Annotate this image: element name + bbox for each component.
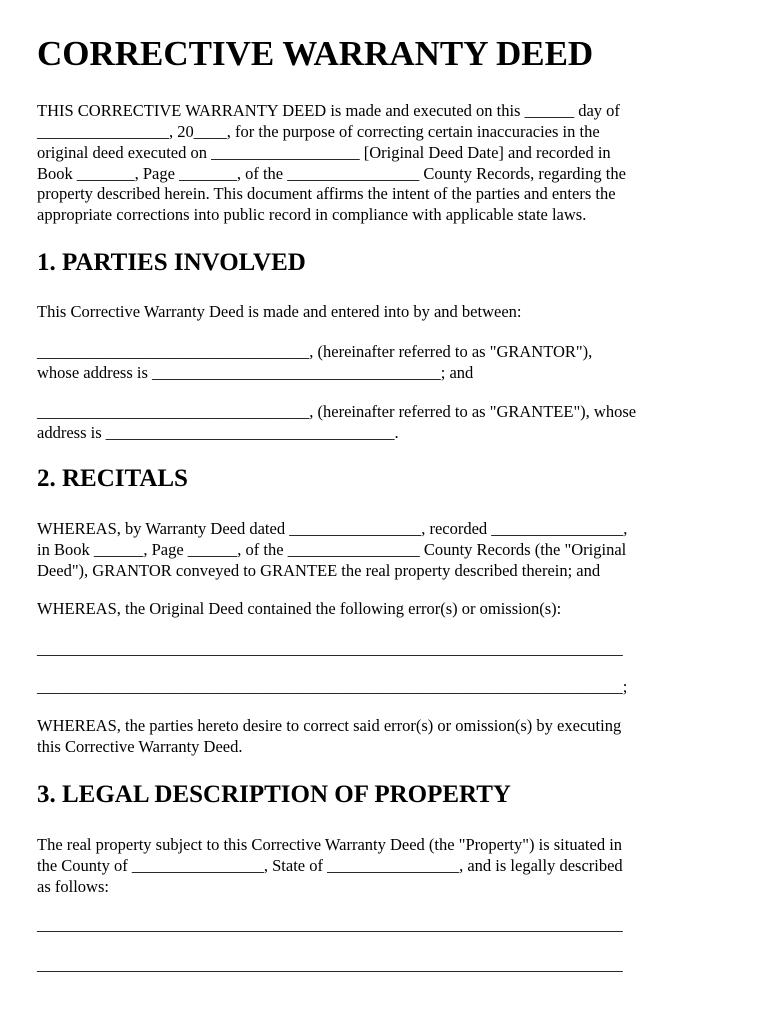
legal-line: The real property subject to this Corrective Warranty Deed (the "Property") is situated in — [37, 835, 623, 854]
intro-line: THIS CORRECTIVE WARRANTY DEED is made and executed on this ______ day of — [37, 101, 620, 120]
errors-blank-line: _______________________________________________________________________; — [37, 677, 628, 696]
recital-line: Deed"), GRANTOR conveyed to GRANTEE the real property described therein; and — [37, 561, 601, 580]
intro-line: ________________, 20____, for the purpose of correcting certain inaccuracies in the — [37, 122, 600, 141]
grantee-line: address is ___________________________________. — [37, 423, 399, 442]
errors-blank-line: _______________________________________________________________________ — [37, 639, 623, 658]
grantee-line: _________________________________, (hereinafter referred to as "GRANTEE"), whose — [37, 402, 637, 421]
recital-line: in Book ______, Page ______, of the ________________ County Records (the "Original — [37, 540, 627, 559]
grantor-line: whose address is ___________________________________; and — [37, 363, 474, 382]
grantor-line: _________________________________, (hereinafter referred to as "GRANTOR"), — [37, 342, 593, 361]
recital-line: this Corrective Warranty Deed. — [37, 737, 243, 756]
intro-line: original deed executed on __________________ [Original Deed Date] and recorded in — [37, 143, 611, 162]
legal-description-blank-line: _______________________________________________________________________ — [37, 915, 623, 934]
document-title: CORRECTIVE WARRANTY DEED — [37, 34, 594, 73]
section-heading-recitals: 2. RECITALS — [37, 465, 188, 492]
intro-line: appropriate corrections into public record in compliance with applicable state laws. — [37, 205, 587, 224]
section-heading-legal-description: 3. LEGAL DESCRIPTION OF PROPERTY — [37, 781, 511, 808]
intro-line: Book _______, Page _______, of the ________________ County Records, regarding the — [37, 164, 626, 183]
recital-paragraph-2: WHEREAS, the Original Deed contained the following error(s) or omission(s): — [37, 599, 562, 618]
recital-line: WHEREAS, by Warranty Deed dated ________________, recorded ________________, — [37, 519, 628, 538]
section-heading-parties: 1. PARTIES INVOLVED — [37, 249, 306, 276]
legal-description-blank-line: _______________________________________________________________________ — [37, 955, 623, 974]
legal-line: the County of ________________, State of ________________, and is legally described — [37, 856, 623, 875]
parties-intro: This Corrective Warranty Deed is made and entered into by and between: — [37, 302, 522, 321]
intro-line: property described herein. This document affirms the intent of the parties and enters the — [37, 184, 616, 203]
recital-line: WHEREAS, the parties hereto desire to correct said error(s) or omission(s) by executing — [37, 716, 622, 735]
legal-line: as follows: — [37, 877, 109, 896]
